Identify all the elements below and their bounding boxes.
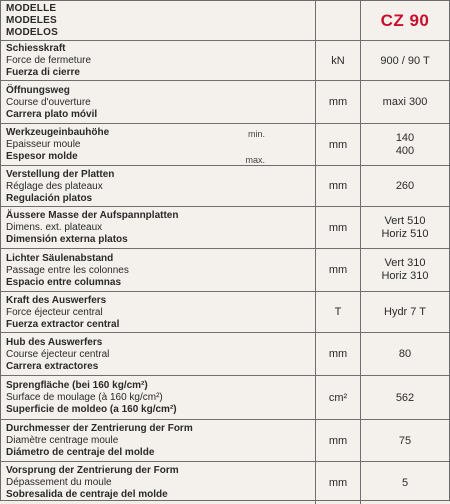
spec-row-platen-adjustment bbox=[1, 166, 449, 207]
value-cell: 75 bbox=[361, 420, 450, 462]
label-es: Sobresalida de centraje del molde bbox=[6, 489, 168, 501]
value-horiz: Horiz 510 bbox=[381, 227, 429, 240]
label-fr: Epaisseur moule bbox=[6, 139, 81, 150]
label-es: Regulación platos bbox=[6, 192, 93, 204]
model-header-fr: MODELES bbox=[6, 15, 57, 26]
spec-row-centering-projection bbox=[1, 462, 449, 504]
label-de: Hub des Auswerfers bbox=[6, 336, 103, 348]
spec-row-platen-dimensions bbox=[1, 207, 449, 249]
value-cell bbox=[361, 207, 450, 249]
spec-labels bbox=[1, 376, 316, 420]
unit-cell: cm² bbox=[316, 376, 361, 420]
value-cell: 562 bbox=[361, 376, 450, 420]
unit-cell: mm bbox=[316, 207, 361, 249]
value-min: 140 bbox=[395, 131, 415, 144]
unit-cell: T bbox=[316, 292, 361, 333]
label-de: Verstellung der Platten bbox=[6, 168, 115, 180]
spec-row-moulding-surface bbox=[1, 376, 449, 420]
label-es: Espacio entre columnas bbox=[6, 276, 122, 288]
spec-row-ejector-stroke bbox=[1, 333, 449, 376]
unit-cell: mm bbox=[316, 333, 361, 376]
label-fr: Passage entre les colonnes bbox=[6, 264, 129, 276]
value-cell: 260 bbox=[361, 166, 450, 207]
spec-labels bbox=[1, 249, 316, 292]
value-max: 400 bbox=[395, 144, 415, 157]
spec-row-tie-bar-distance bbox=[1, 249, 449, 292]
spec-labels bbox=[1, 333, 316, 376]
spec-row-mould-height bbox=[1, 124, 449, 166]
spec-labels bbox=[1, 292, 316, 333]
spec-row-opening-stroke bbox=[1, 81, 449, 124]
label-es: Superficie de moldeo (a 160 kg/cm²) bbox=[6, 404, 177, 415]
label-de: Öffnungsweg bbox=[6, 84, 70, 96]
model-header-de: MODELLE bbox=[6, 3, 57, 14]
label-de: Äussere Masse der Aufspannplatten bbox=[6, 210, 179, 221]
value-cell: 5 bbox=[401, 476, 409, 489]
max-label: max. bbox=[245, 155, 265, 165]
label-es: Dimensión externa platos bbox=[6, 234, 128, 245]
label-fr: Force de fermeture bbox=[6, 55, 92, 66]
label-de: Werkzeugeinbauhöhe bbox=[6, 127, 110, 138]
spec-labels bbox=[1, 41, 316, 81]
value-cell: Hydr 7 T bbox=[361, 292, 450, 333]
spec-labels bbox=[1, 166, 316, 207]
label-de: Schiesskraft bbox=[6, 43, 66, 54]
label-es: Fuerza di cierre bbox=[6, 67, 80, 78]
label-fr: Diamètre centrage moule bbox=[6, 435, 119, 446]
spec-row-clamping-force bbox=[1, 41, 449, 81]
model-header-unit bbox=[316, 1, 361, 41]
model-header-row bbox=[1, 1, 449, 41]
unit-cell: mm bbox=[316, 249, 361, 292]
label-de: Vorsprung der Zentrierung der Form bbox=[6, 465, 179, 477]
value-vert: Vert 310 bbox=[384, 257, 426, 269]
label-es: Carrera extractores bbox=[6, 360, 99, 372]
label-fr: Surface de moulage (à 160 kg/cm²) bbox=[6, 392, 163, 403]
value-cell: maxi 300 bbox=[361, 81, 450, 124]
spec-labels bbox=[1, 81, 316, 124]
spec-labels bbox=[1, 124, 316, 166]
min-label: min. bbox=[247, 129, 265, 139]
label-es: Carrera plato móvil bbox=[6, 108, 98, 120]
label-de: Lichter Säulenabstand bbox=[6, 252, 114, 264]
label-fr: Force éjecteur central bbox=[6, 306, 103, 318]
unit-cell: mm bbox=[316, 462, 361, 504]
unit-cell: mm bbox=[316, 420, 361, 462]
label-fr: Course éjecteur central bbox=[6, 348, 110, 360]
label-fr: Réglage des plateaux bbox=[6, 180, 103, 192]
model-name-cell bbox=[361, 1, 450, 41]
unit-cell: mm bbox=[316, 124, 361, 166]
value-cell: 900 / 90 T bbox=[361, 41, 450, 81]
label-es: Espesor molde bbox=[6, 151, 78, 162]
spec-labels bbox=[1, 207, 316, 249]
spec-row-centering-diameter bbox=[1, 420, 449, 462]
model-name: CZ 90 bbox=[380, 10, 430, 30]
label-de: Kraft des Auswerfers bbox=[6, 294, 107, 306]
spec-labels bbox=[1, 420, 316, 462]
model-header-es: MODELOS bbox=[6, 27, 58, 38]
value-cell bbox=[361, 249, 450, 292]
unit-cell: mm bbox=[316, 166, 361, 207]
spec-table bbox=[1, 1, 449, 504]
unit-cell: kN bbox=[316, 41, 361, 81]
model-header-labels bbox=[1, 1, 316, 41]
spec-row-ejector-force bbox=[1, 292, 449, 333]
label-de: Sprengfläche (bei 160 kg/cm²) bbox=[6, 380, 148, 391]
label-fr: Dépassement du moule bbox=[6, 477, 112, 489]
label-fr: Dimens. ext. plateaux bbox=[6, 222, 103, 233]
value-cell: 80 bbox=[361, 333, 450, 376]
value-horiz: Horiz 310 bbox=[381, 270, 429, 282]
spec-labels bbox=[1, 462, 316, 504]
label-de: Durchmesser der Zentrierung der Form bbox=[6, 423, 193, 434]
value-vert: Vert 510 bbox=[384, 214, 426, 227]
label-es: Diámetro de centraje del molde bbox=[6, 447, 155, 458]
unit-cell: mm bbox=[316, 81, 361, 124]
label-fr: Course d'ouverture bbox=[6, 96, 91, 108]
label-es: Fuerza extractor central bbox=[6, 318, 120, 330]
value-cell bbox=[361, 124, 450, 166]
